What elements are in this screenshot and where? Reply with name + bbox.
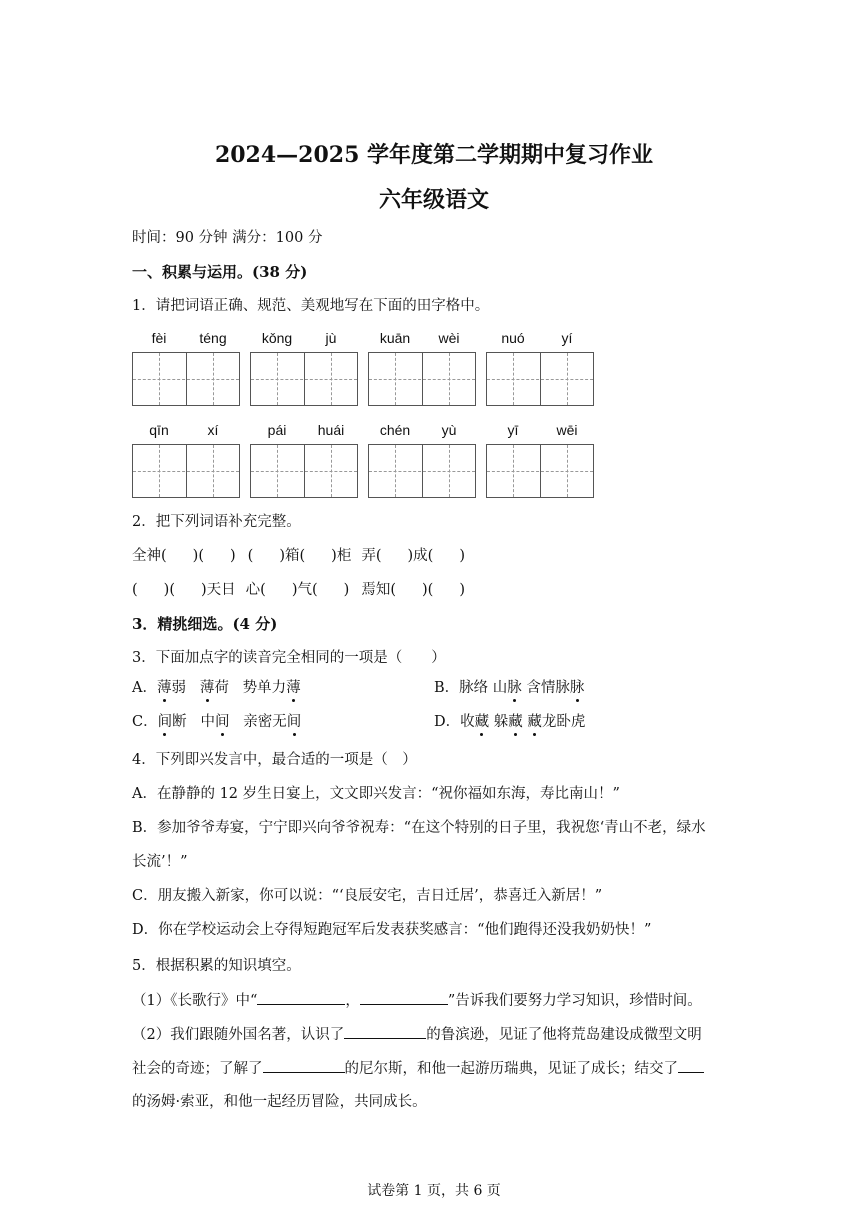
question-5: 5．根据积累的知识填空。 [132, 958, 301, 974]
pinyin: yí [561, 330, 573, 346]
pinyin: téng [199, 330, 227, 346]
q4-option-a[interactable]: A．在静静的 12 岁生日宴上，文文即兴发言：“祝你福如东海，寿比南山！” [132, 786, 620, 802]
exam-title: 2024—2025 学年度第二学期期中复习作业 [214, 142, 654, 168]
q4-option-c[interactable]: C．朋友搬入新家，你可以说：“‘良辰安宅，吉日迁居’，恭喜迁入新居！” [132, 888, 603, 904]
dotted-char: 间 [286, 714, 302, 730]
fill-text: 焉知( [361, 582, 397, 598]
pinyin: nuó [501, 330, 525, 346]
dotted-char: 间 [157, 714, 173, 730]
writing-box[interactable] [132, 444, 240, 498]
q3-option-b[interactable] [434, 678, 584, 698]
dotted-char: 间 [214, 714, 230, 730]
q5-item-2-line-2 [132, 1058, 704, 1079]
answer-blank[interactable] [344, 1024, 426, 1039]
idiom-fill-row-1 [132, 546, 465, 566]
opt-text: 躲 [489, 714, 509, 730]
fill-text: )柜 [331, 548, 352, 564]
section-1-heading: 一、积累与运用。(38 分) [132, 263, 308, 281]
fill-text: ) [459, 548, 466, 564]
q5-text: （2）我们跟随外国名著，认识了 [132, 1027, 345, 1043]
fill-text: ) [459, 582, 466, 598]
exam-subtitle: 六年级语文 [378, 187, 489, 213]
pinyin: kǒng [261, 330, 293, 346]
dotted-char: 藏 [527, 714, 542, 730]
opt-text: C． [132, 714, 158, 730]
q4-option-b[interactable]: B．参加爷爷寿宴，宁宁即兴向爷爷祝寿：“在这个特别的日子里，我祝您‘青山不老，绿水 [132, 820, 706, 836]
dotted-char: 薄 [199, 680, 215, 696]
pinyin: kuān [379, 330, 411, 346]
idiom-fill-row-2 [132, 580, 465, 600]
fill-text: 全神( [132, 548, 167, 564]
pinyin: jù [325, 330, 337, 346]
fill-text: )箱( [279, 548, 306, 564]
dotted-char: 藏 [474, 714, 490, 730]
question-3: 3．下面加点字的读音完全相同的一项是（ ） [132, 650, 446, 666]
pinyin: chén [379, 422, 411, 438]
fill-text: ) [343, 582, 350, 598]
q4-option-b-cont: 长流’！” [132, 854, 188, 870]
answer-blank[interactable] [257, 990, 345, 1005]
pinyin: wèi [438, 330, 460, 346]
answer-blank[interactable] [263, 1058, 345, 1073]
fill-text: 弄( [361, 548, 382, 564]
pinyin: yù [441, 422, 457, 438]
answer-blank[interactable] [678, 1058, 704, 1073]
fill-text: ) [230, 548, 236, 564]
pinyin: pái [267, 422, 287, 438]
pinyin: yī [507, 422, 519, 438]
writing-box[interactable] [250, 444, 358, 498]
opt-text: 中 [200, 714, 215, 730]
fill-text: )成( [407, 548, 434, 564]
pinyin: qīn [149, 422, 169, 438]
fill-text: )( [163, 582, 175, 598]
opt-text: D．收 [434, 714, 475, 730]
pinyin: huái [317, 422, 345, 438]
writing-box[interactable] [486, 444, 594, 498]
question-4: 4．下列即兴发言中，最合适的一项是（ ） [132, 752, 417, 768]
opt-text: 龙卧虎 [541, 714, 586, 730]
question-2: 2．把下列词语补充完整。 [132, 514, 301, 530]
writing-box[interactable] [132, 352, 240, 406]
fill-text: ( [247, 548, 254, 564]
opt-text: 含情脉 [521, 680, 570, 696]
q5-text: 的鲁滨逊，见证了他将荒岛建设成微型文明 [426, 1027, 702, 1043]
q3-option-a[interactable] [132, 678, 301, 698]
pinyin: fèi [151, 330, 167, 346]
q3-option-d[interactable] [434, 712, 585, 732]
fill-text: 心( [245, 582, 266, 598]
opt-text: A． [132, 680, 157, 696]
fill-text: )( [192, 548, 204, 564]
dotted-char: 薄 [286, 680, 301, 696]
q5-text: （1）《长歌行》中“ [132, 993, 258, 1009]
opt-text: 弱 [171, 680, 186, 696]
writing-box[interactable] [250, 352, 358, 406]
dotted-char: 脉 [569, 680, 585, 696]
page-footer: 试卷第 1 页，共 6 页 [367, 1183, 501, 1199]
q5-text: ”告诉我们要努力学习知识，珍惜时间。 [447, 993, 702, 1009]
dotted-char: 藏 [508, 714, 523, 730]
fill-text: )( [422, 582, 434, 598]
q5-text: 的尼尔斯，和他一起游历瑞典，见证了成长；结交了 [344, 1061, 678, 1077]
q5-item-2-line-3: 的汤姆·索亚，和他一起经历冒险，共同成长。 [132, 1094, 427, 1110]
opt-text: 荷 [214, 680, 229, 696]
answer-blank[interactable] [360, 990, 448, 1005]
writing-box[interactable] [486, 352, 594, 406]
fill-text: )气( [291, 582, 318, 598]
pinyin: xí [207, 422, 219, 438]
q5-item-2 [132, 1024, 702, 1045]
dotted-char: 脉 [507, 680, 522, 696]
dotted-char: 薄 [156, 680, 172, 696]
q5-text: 社会的奇迹；了解了 [132, 1061, 263, 1077]
writing-box[interactable] [368, 444, 476, 498]
pinyin: wēi [556, 422, 578, 438]
q5-item-1 [132, 990, 702, 1011]
writing-box[interactable] [368, 352, 476, 406]
q3-option-c[interactable] [132, 712, 301, 732]
opt-text: 亲密无 [243, 714, 287, 730]
question-1: 1．请把词语正确、规范、美观地写在下面的田字格中。 [132, 298, 490, 314]
exam-meta: 时间：90 分钟 满分：100 分 [132, 230, 323, 246]
fill-text: ( [132, 582, 138, 598]
section-3-heading: 3．精挑细选。(4 分) [132, 615, 278, 633]
q5-text: ， [345, 993, 360, 1009]
opt-text: 势单力 [242, 680, 287, 696]
q4-option-d[interactable]: D．你在学校运动会上夺得短跑冠军后发表获奖感言：“他们跑得还没我奶奶快！” [132, 922, 652, 938]
opt-text: 断 [172, 714, 187, 730]
fill-text: )天日 [201, 582, 236, 598]
opt-text: B．脉络 山 [434, 680, 508, 696]
